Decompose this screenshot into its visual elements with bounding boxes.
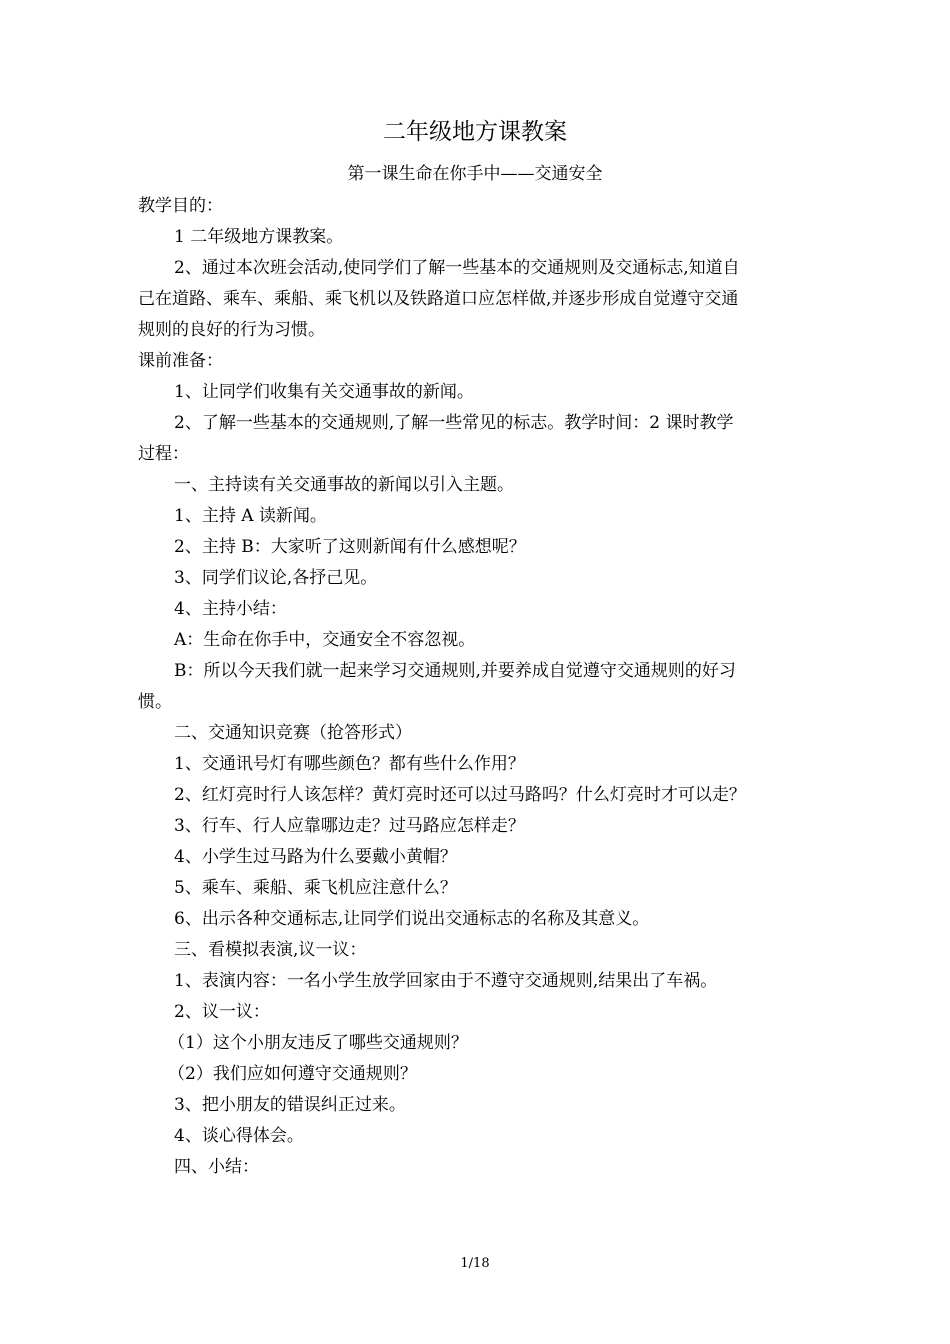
text-line: B：所以今天我们就一起来学习交通规则,并要养成自觉遵守交通规则的好习: [174, 661, 736, 681]
text-line: 5、乘车、乘船、乘飞机应注意什么？: [174, 878, 457, 898]
text-line: 1、主持 A 读新闻。: [174, 506, 327, 526]
document-subtitle: 第一课生命在你手中——交通安全: [347, 164, 603, 184]
text-line: 3、行车、行人应靠哪边走？过马路应怎样走？: [174, 816, 525, 836]
document-title: 二年级地方课教案: [383, 119, 567, 145]
text-line: 己在道路、乘车、乘船、乘飞机以及铁路道口应怎样做,并逐步形成自觉遵守交通: [138, 289, 739, 309]
text-line: 课前准备：: [138, 351, 223, 371]
text-line: 2、红灯亮时行人该怎样？黄灯亮时还可以过马路吗？什么灯亮时才可以走？: [174, 785, 746, 805]
text-line: 一、主持读有关交通事故的新闻以引入主题。: [174, 475, 514, 495]
text-line: 4、谈心得体会。: [174, 1126, 304, 1146]
text-line: 6、出示各种交通标志,让同学们说出交通标志的名称及其意义。: [174, 909, 650, 929]
text-line: 2、议一议：: [174, 1002, 270, 1022]
text-line: 1、表演内容：一名小学生放学回家由于不遵守交通规则,结果出了车祸。: [174, 971, 718, 991]
text-line: 惯。: [138, 692, 172, 712]
text-line: 规则的良好的行为习惯。: [138, 320, 325, 340]
text-line: 三、看模拟表演,议一议：: [174, 940, 367, 960]
text-line: 1、让同学们收集有关交通事故的新闻。: [174, 382, 474, 402]
text-line: 二、交通知识竞赛（抢答形式）: [174, 723, 412, 743]
text-line: 2、通过本次班会活动,使同学们了解一些基本的交通规则及交通标志,知道自: [174, 258, 740, 278]
text-line: 3、同学们议论,各抒己见。: [174, 568, 378, 588]
text-line: 过程：: [138, 444, 189, 464]
text-line: 教学目的：: [138, 196, 223, 216]
text-line: 2、主持 B：大家听了这则新闻有什么感想呢？: [174, 537, 526, 557]
page-number: 1/18: [460, 1256, 490, 1271]
text-line: （1）这个小朋友违反了哪些交通规则？: [168, 1033, 468, 1053]
text-line: 4、小学生过马路为什么要戴小黄帽？: [174, 847, 457, 867]
text-line: 3、把小朋友的错误纠正过来。: [174, 1095, 406, 1115]
text-line: （2）我们应如何遵守交通规则？: [168, 1064, 417, 1084]
text-line: A：生命在你手中，交通安全不容忽视。: [174, 630, 476, 650]
text-line: 4、主持小结：: [174, 599, 287, 619]
text-line: 1、交通讯号灯有哪些颜色？都有些什么作用？: [174, 754, 525, 774]
text-line: 2、了解一些基本的交通规则,了解一些常见的标志。教学时间：2 课时教学: [174, 413, 734, 433]
text-line: 1 二年级地方课教案。: [174, 227, 344, 247]
text-line: 四、小结：: [174, 1157, 259, 1177]
document-body: [138, 191, 818, 1183]
